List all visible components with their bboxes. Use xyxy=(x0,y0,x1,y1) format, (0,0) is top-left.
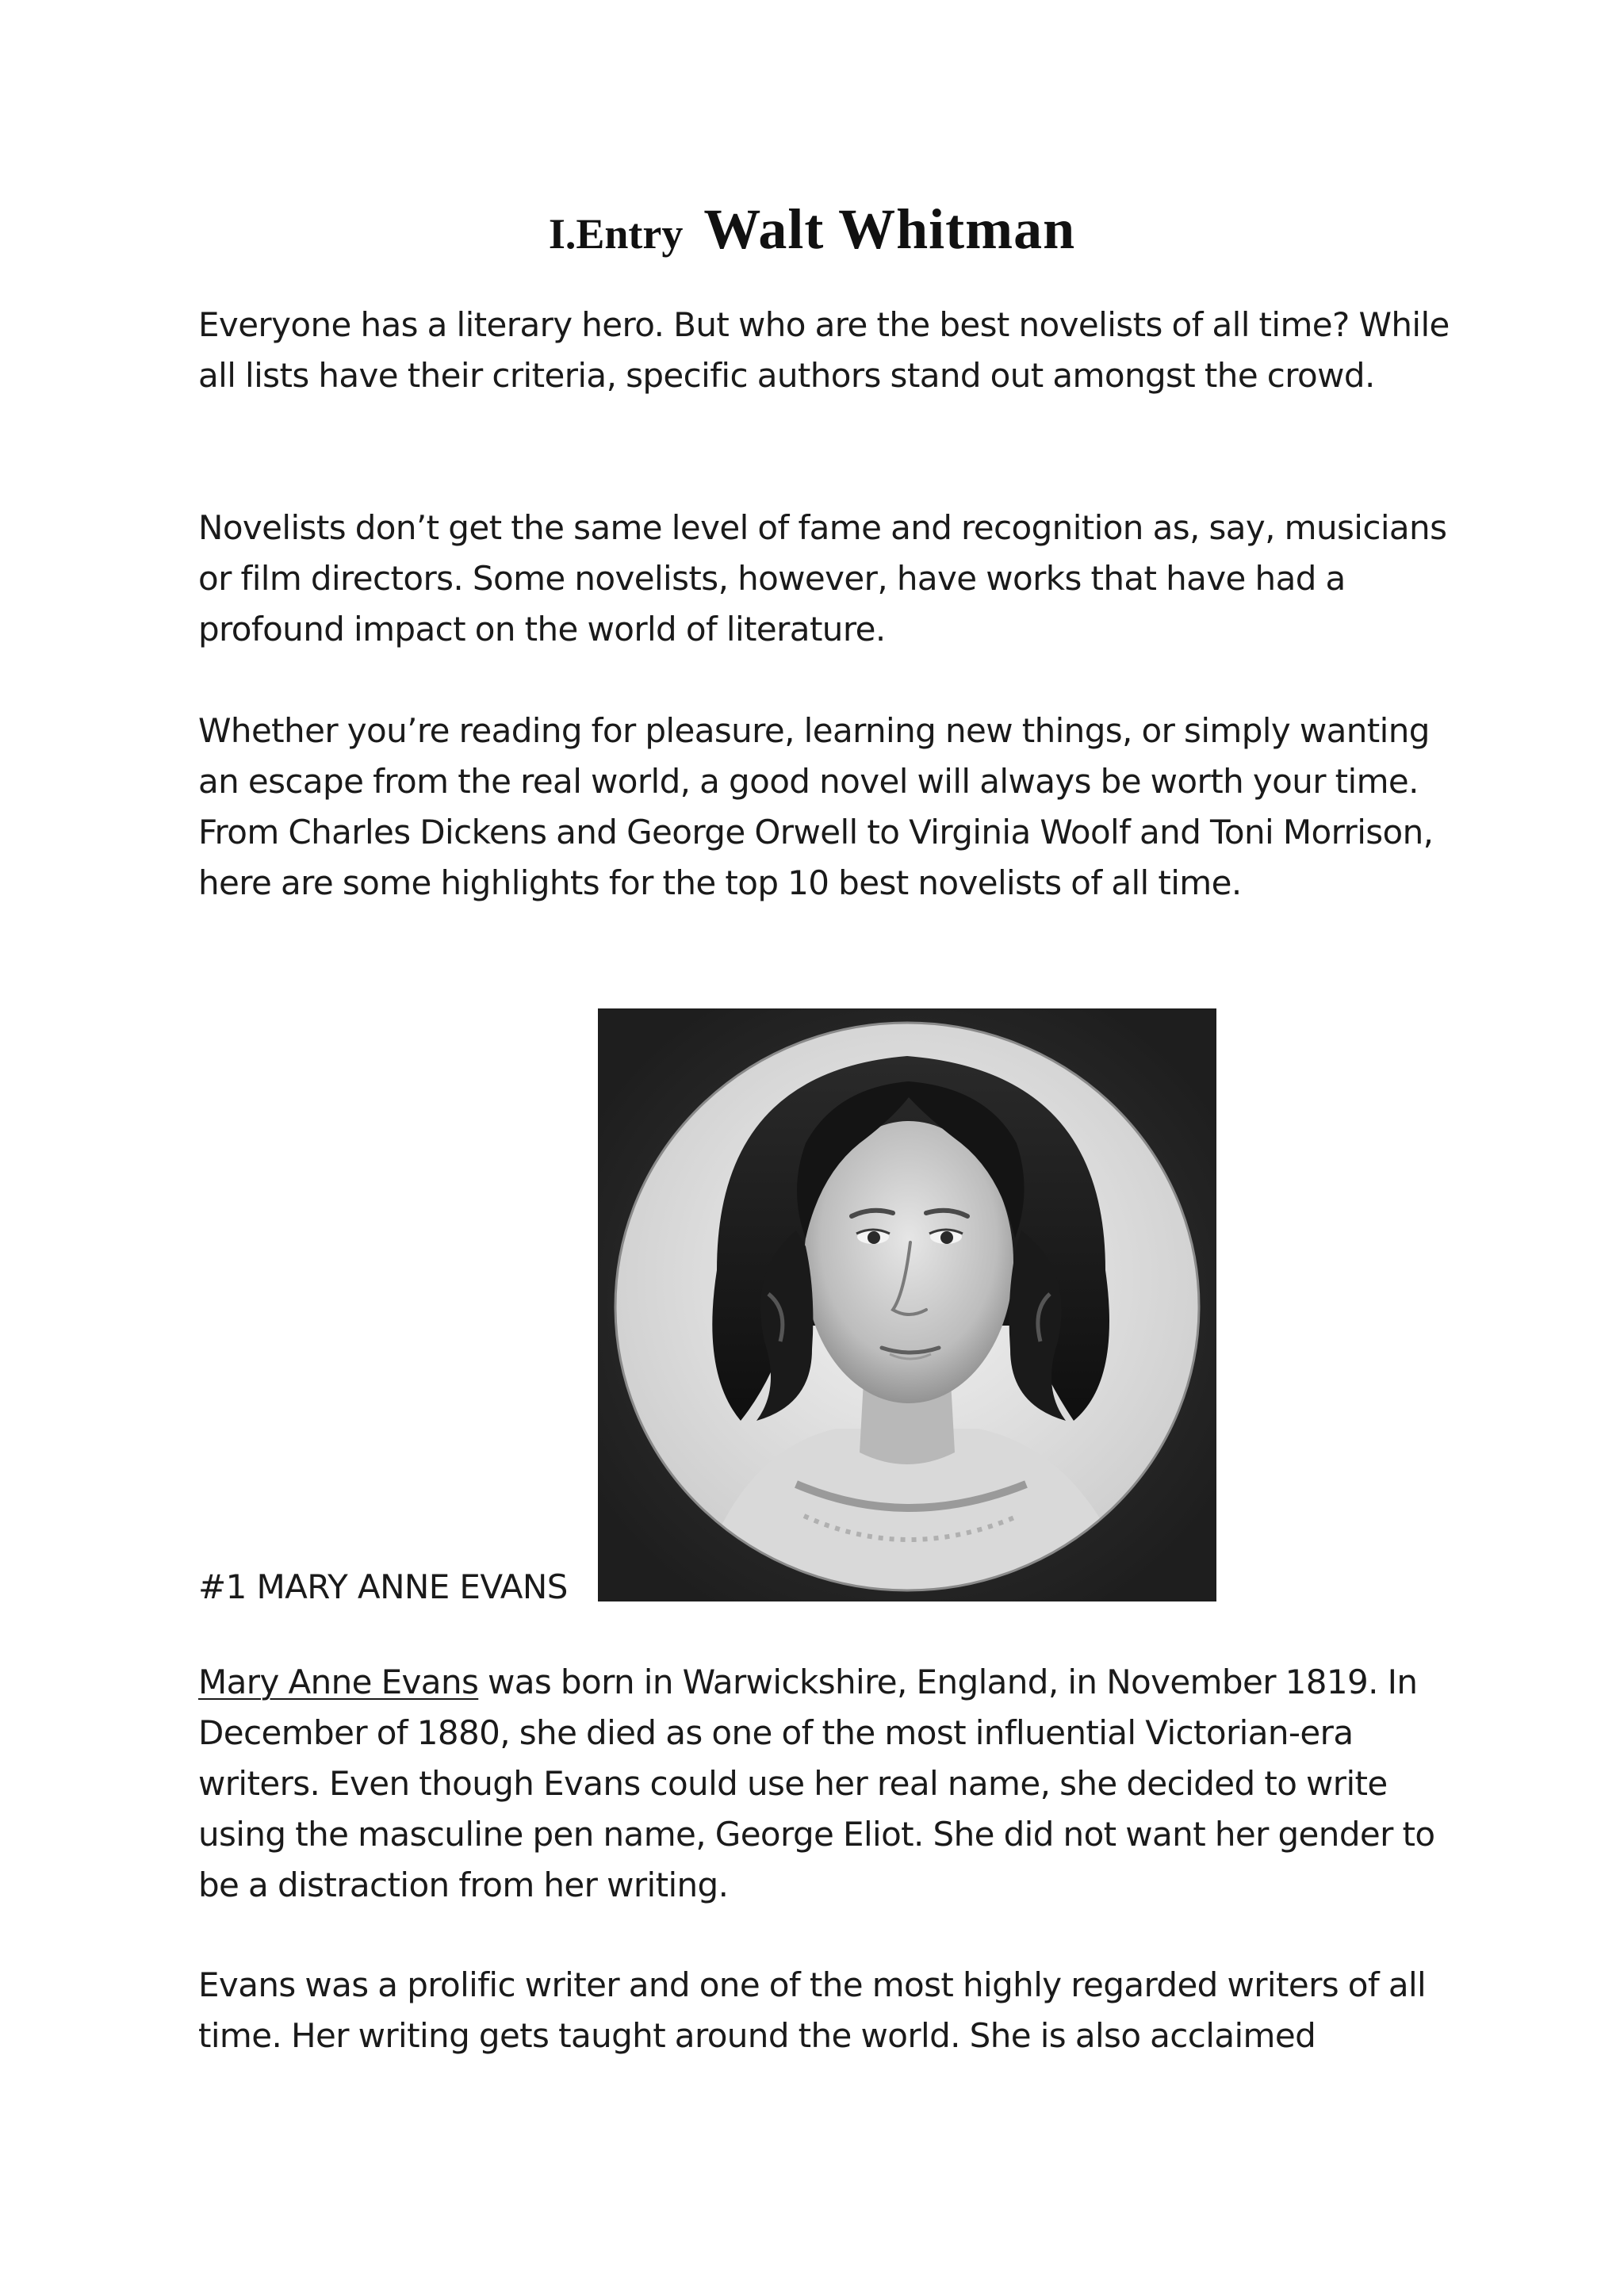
title-name: Walt Whitman xyxy=(703,197,1076,261)
section-paragraph-2: Evans was a prolific writer and one of the most highly regarded writers of all time. Her writing gets taught around the world. She is also acclaimed xyxy=(198,1965,1427,2055)
section-paragraph-1 xyxy=(198,1657,1451,1911)
intro-paragraph-2: Novelists don’t get the same level of fame and recognition as, say, musicians or film directors. Some novelists, however, have works that have had a profound impact on the world of literature. xyxy=(198,508,1447,649)
author-portrait-image xyxy=(598,1008,1216,1601)
section-heading: #1 MARY ANNE EVANS xyxy=(198,1567,568,1606)
intro-paragraph-3: Whether you’re reading for pleasure, learning new things, or simply wanting an escape from the real world, a good novel will always be worth your time. From Charles Dickens and George Orwell to Virginia Woolf and Toni Morrison, here are some highlights for the top 10 best novelists of all time. xyxy=(198,711,1434,902)
page-title xyxy=(0,197,1624,262)
section-paragraph-1-text: was born in Warwickshire, England, in November 1819. In December of 1880, she died as one of the most influential Victorian-era writers. Even though Evans could use her real name, she decided to write using the masculine pen name, George Eliot. She did not want her gender to be a distraction from her writing. xyxy=(198,1663,1435,1904)
intro-paragraph-1: Everyone has a literary hero. But who are the best novelists of all time? While all lists have their criteria, specific authors stand out amongst the crowd. xyxy=(198,305,1450,395)
author-name-link[interactable]: Mary Anne Evans xyxy=(198,1663,479,1701)
title-prefix: I.Entry xyxy=(548,210,684,258)
